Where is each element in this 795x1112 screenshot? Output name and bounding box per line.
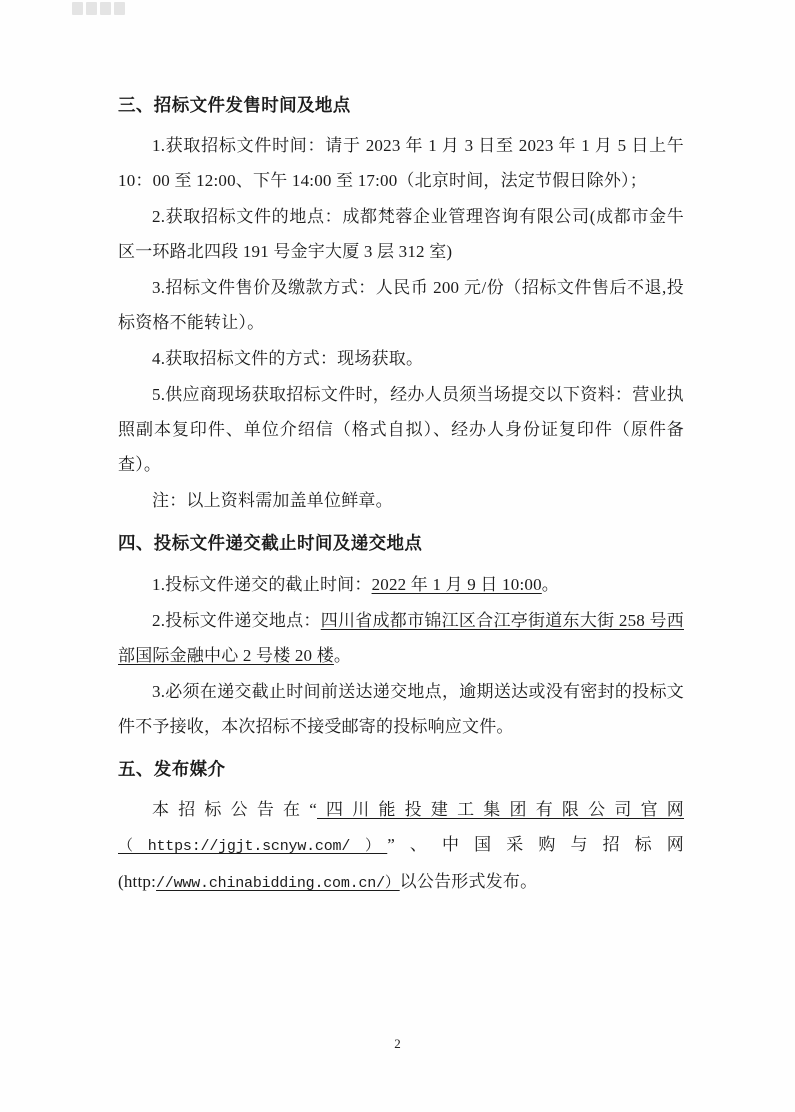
section-heading-4: 四、投标文件递交截止时间及递交地点 [118, 533, 423, 554]
publish-site-name[interactable]: 四川能投建工集团有限公司官网 [317, 799, 684, 819]
section-4-p2-address: 四川省成都市锦江区合江亭街道东大街 258 号西部国际金融中心 2 号楼 20 楼 [118, 610, 684, 665]
scan-artifact-marks [72, 2, 125, 15]
section-5-publish-paragraph [118, 792, 684, 901]
section-4-p1-suffix: 。 [541, 574, 559, 594]
section-3-paragraph-2: 2.获取招标文件的地点：成都梵蓉企业管理咨询有限公司(成都市金牛区一环路北四段 191 号金宇大厦 3 层 312 室) [118, 207, 684, 262]
section-heading-3: 三、招标文件发售时间及地点 [118, 95, 351, 115]
scan-mark [114, 2, 125, 15]
section-4-p1-prefix: 1.投标文件递交的截止时间： [152, 574, 372, 594]
section-4-p2-prefix: 2.投标文件递交地点： [152, 610, 321, 630]
publish-lead-text: 本招标公告在“ [152, 799, 318, 819]
section-3-paragraph-note: 注：以上资料需加盖单位鲜章。 [152, 491, 393, 511]
scan-mark [100, 2, 111, 15]
section-4-paragraph-1 [118, 567, 684, 602]
section-heading-5: 五、发布媒介 [118, 758, 226, 779]
scan-mark [72, 2, 83, 15]
section-4-paragraph-2 [118, 603, 684, 673]
section-3-paragraph-4: 4.获取招标文件的方式：现场获取。 [152, 349, 424, 369]
section-4-p1-deadline: 2022 年 1 月 9 日 10:00 [371, 574, 542, 594]
publish-site-url[interactable]: （https://jgjt.scnyw.com/） [118, 837, 388, 855]
section-4-paragraph-3: 3.必须在递交截止时间前送达递交地点，逾期送达或没有密封的投标文件不予接收，本次招标不接受邮寄的投标响应文件。 [118, 681, 684, 736]
section-3-paragraph-5: 5.供应商现场获取招标文件时，经办人员须当场提交以下资料：营业执照副本复印件、单位介绍信（格式自拟）、经办人身份证复印件（原件备查）。 [118, 385, 684, 475]
section-3-paragraph-3: 3.招标文件售价及缴款方式：人民币 200 元/份（招标文件售后不退,投标资格不能转让）。 [118, 278, 684, 333]
section-3-paragraph-1: 1.获取招标文件时间：请于 2023 年 1 月 3 日至 2023 年 1 月 5 日上午 10：00 至 12:00、下午 14:00 至 17:00（北京时间，法定节假日除外）； [118, 136, 684, 191]
scan-mark [86, 2, 97, 15]
publish-mid-text: ”、中国采购与招标网(http: [118, 834, 684, 891]
publish-tail-text: 以公告形式发布。 [399, 871, 538, 891]
document-body [118, 92, 684, 902]
page-number: 2 [394, 1036, 401, 1051]
publish-second-url[interactable]: //www.chinabidding.com.cn/） [156, 874, 400, 892]
section-4-p2-suffix: 。 [333, 645, 352, 665]
